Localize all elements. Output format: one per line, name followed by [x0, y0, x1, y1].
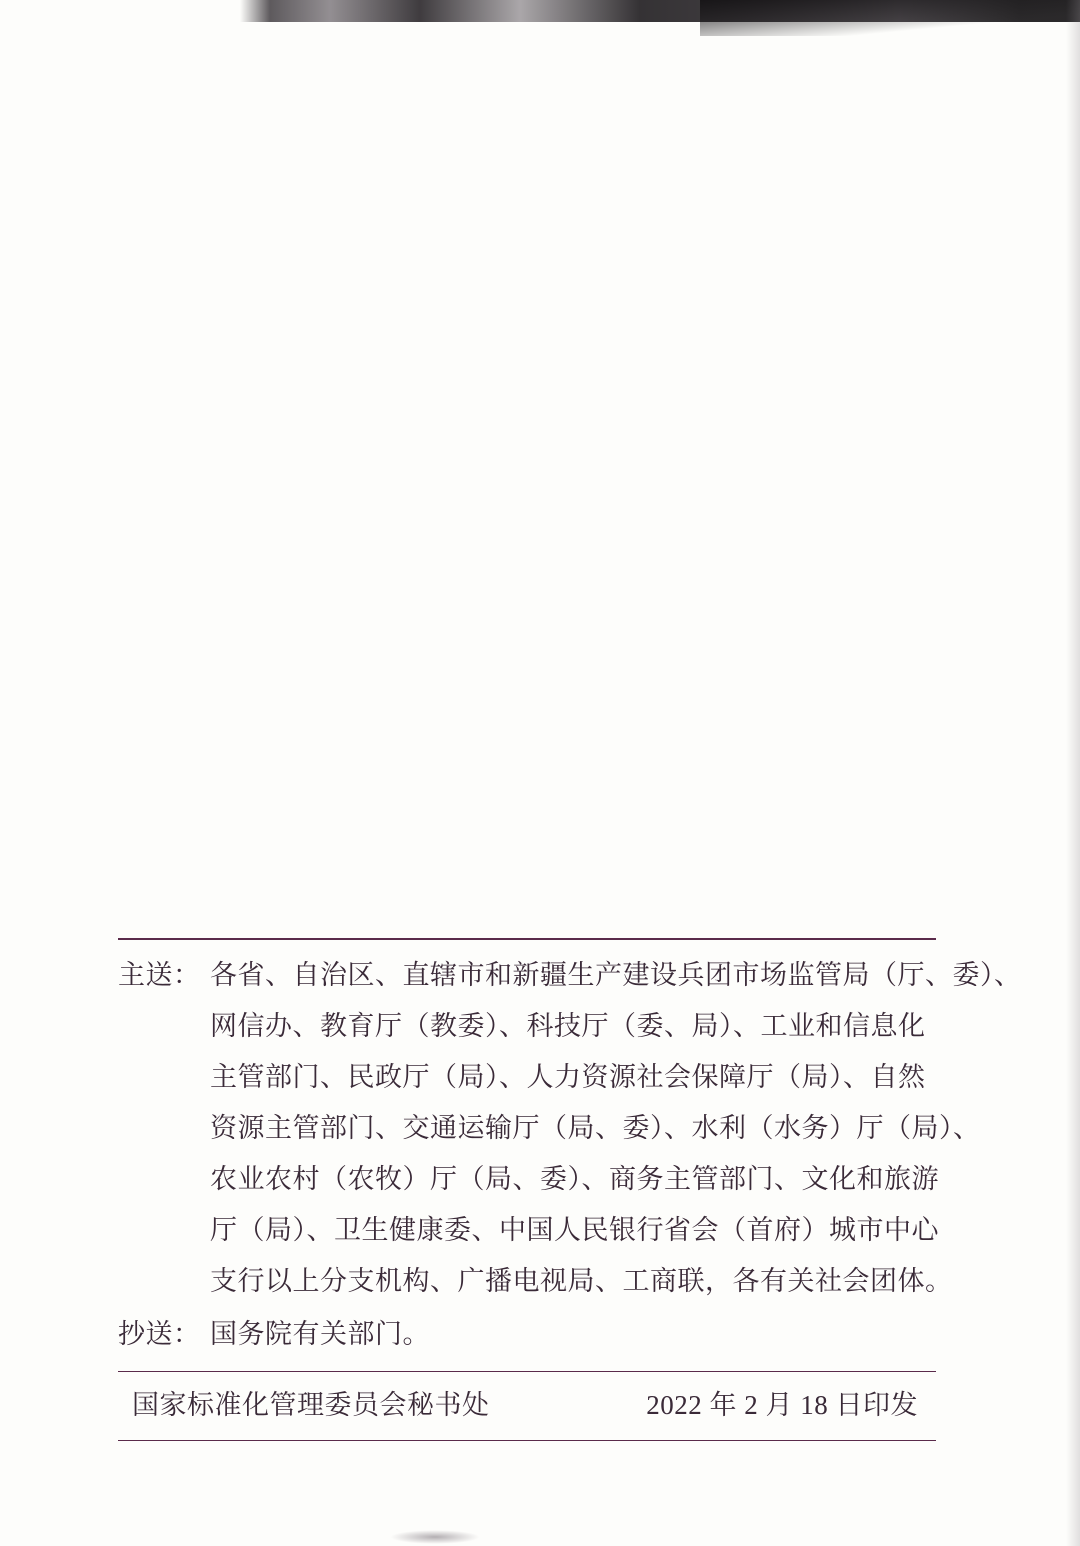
footer-bottom-rule — [118, 1440, 936, 1441]
recipients-label: 主送： — [118, 960, 201, 990]
recipients-line-5: 厅（局）、卫生健康委、中国人民银行省会（首府）城市中心 — [210, 1215, 939, 1245]
issue-date: 2022 年 2 月 18 日印发 — [646, 1390, 918, 1420]
scan-smudge-bottom — [390, 1530, 480, 1544]
document-footer-block — [118, 938, 1022, 1441]
recipients-line-0: 各省、自治区、直辖市和新疆生产建设兵团市场监管局（厅、委）、 — [210, 960, 1022, 990]
issuer-name: 国家标准化管理委员会秘书处 — [132, 1390, 490, 1420]
issuer-row — [118, 1372, 936, 1440]
recipients-line-3: 资源主管部门、交通运输厅（局、委）、水利（水务）厅（局）、 — [210, 1113, 981, 1143]
cc-label: 抄送： — [118, 1319, 201, 1349]
recipients-first-line — [118, 950, 1022, 1001]
scan-edge-artifact-right — [1066, 0, 1080, 1546]
cc-text: 国务院有关部门。 — [210, 1319, 430, 1349]
recipients-block — [118, 940, 1022, 1371]
recipients-line-1: 网信办、教育厅（教委）、科技厅（委、局）、工业和信息化 — [210, 1011, 926, 1041]
recipients-line-6: 支行以上分支机构、广播电视局、工商联，各有关社会团体。 — [210, 1266, 953, 1296]
recipients-line-2: 主管部门、民政厅（局）、人力资源社会保障厅（局）、自然 — [210, 1062, 926, 1092]
recipients-line-4: 农业农村（农牧）厅（局、委）、商务主管部门、文化和旅游 — [210, 1164, 939, 1194]
cc-row — [118, 1307, 936, 1365]
scan-edge-artifact-top-right — [700, 0, 1080, 36]
